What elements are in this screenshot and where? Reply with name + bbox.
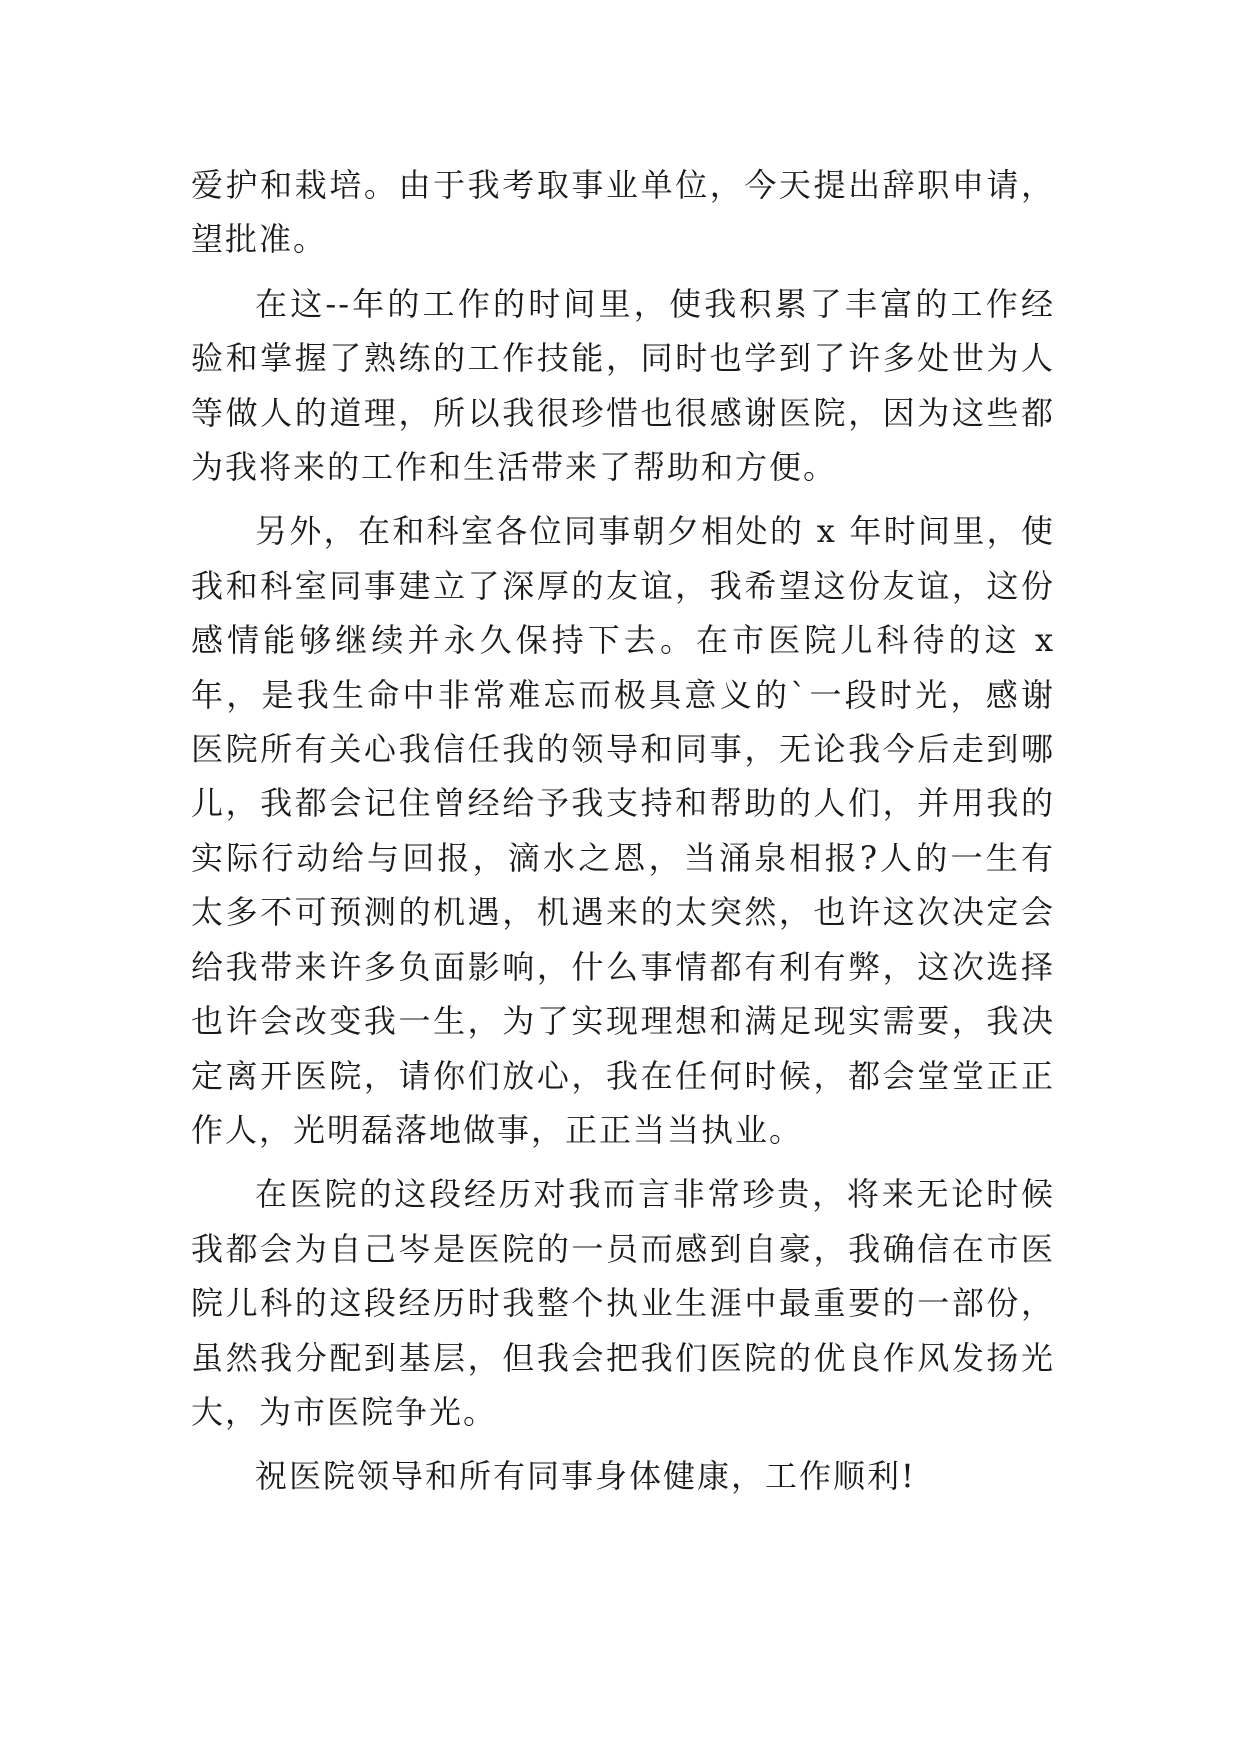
paragraph-1: 爱护和栽培。由于我考取事业单位，今天提出辞职申请，望批准。 xyxy=(191,166,1055,259)
paragraph-3: 另外，在和科室各位同事朝夕相处的 x 年时间里，使我和科室同事建立了深厚的友谊，我希望这份友谊，这份感情能够继续并永久保持下去。在市医院儿科待的这 x 年，是我生命中非常难忘而极具意义的`一段时光，感谢医院所有关心我信任我的领导和同事，无论我今后走到哪儿，我都会记住曾经给予我支持和帮助的人们，并用我的实际行动给与回报，滴水之恩，当涌泉相报?人的一生有太多不可预测的机遇，机遇来的太突然，也许这次决定会给我带来许多负面影响，什么事情都有利有弊，这次选择也许会改变我一生，为了实现理想和满足现实需要，我决定离开医院，请你们放心，我在任何时候，都会堂堂正正作人，光明磊落地做事，正正当当执业。 xyxy=(191,512,1055,1149)
paragraph-2: 在这--年的工作的时间里，使我积累了丰富的工作经验和掌握了熟练的工作技能，同时也学到了许多处世为人等做人的道理，所以我很珍惜也很感谢医院，因为这些都为我将来的工作和生活带来了帮助和方便。 xyxy=(191,284,1055,487)
document-body xyxy=(191,158,1055,1514)
paragraph-5: 祝医院领导和所有同事身体健康，工作顺利! xyxy=(255,1457,916,1496)
paragraph-4: 在医院的这段经历对我而言非常珍贵，将来无论时候我都会为自己岑是医院的一员而感到自豪，我确信在市医院儿科的这段经历时我整个执业生涯中最重要的一部份，虽然我分配到基层，但我会把我们医院的优良作风发扬光大，为市医院争光。 xyxy=(191,1175,1055,1431)
